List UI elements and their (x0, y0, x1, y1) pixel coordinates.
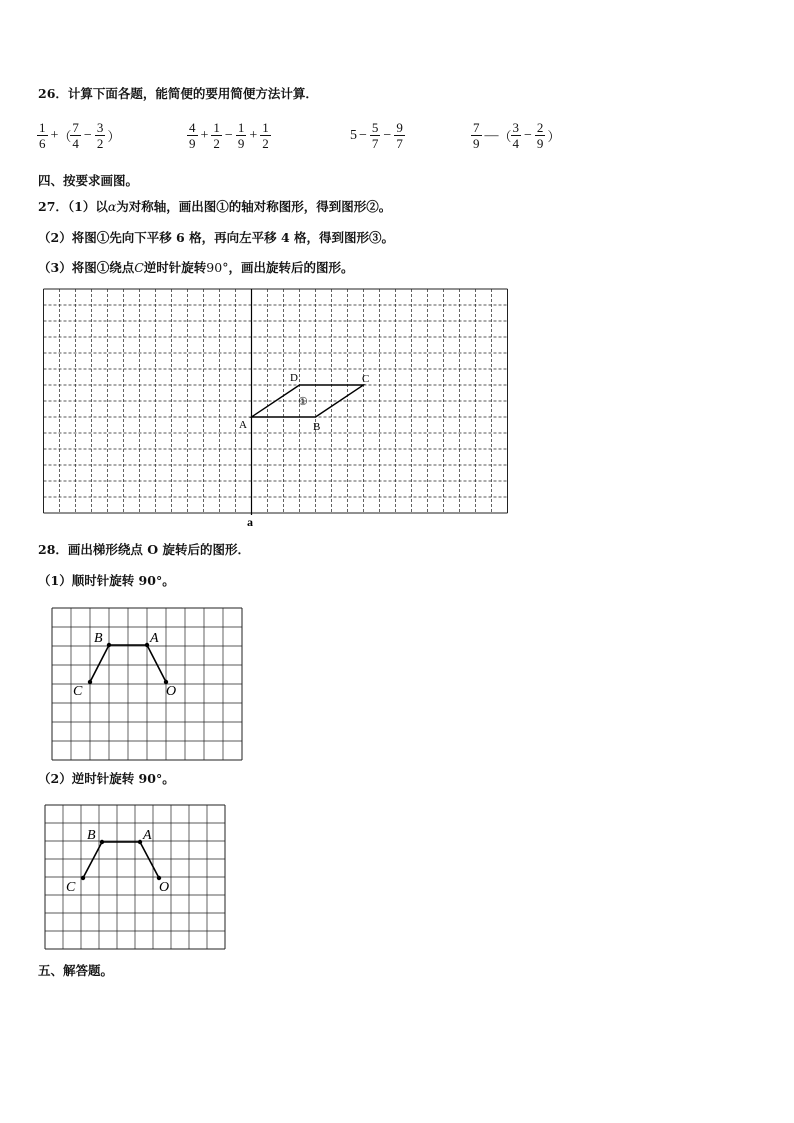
q26-expr-4: $\frac{7}{9}$ — （ $\frac{3}{4}$ − $\frac{2}{9}$ ） (473, 120, 561, 151)
q28-grid-2-lines (45, 805, 225, 949)
axis-label-a: a (247, 515, 253, 529)
q26-title: 26．计算下面各题，能简便的要用简便方法计算． (38, 86, 318, 101)
q27-line-2: （2）将图①先向下平移 6 格，再向左平移 4 格，得到图形③。 (38, 230, 395, 245)
section-5-heading: 五、解答题。 (38, 963, 114, 978)
fraction: $\frac{9}{7}$ (396, 120, 403, 151)
fraction: $\frac{7}{9}$ (473, 120, 480, 151)
label-c: C (66, 880, 76, 895)
label-a: A (150, 631, 159, 646)
q27-line-3: （3）将图①绕点C逆时针旋转90°，画出旋转后的图形。 (38, 260, 354, 275)
vertex-dot (100, 840, 104, 844)
q26-expr-2: $\frac{4}{9}$ + $\frac{1}{2}$ − $\frac{1}{9}$ + $\frac{1}{2}$ (189, 120, 269, 151)
fraction: $\frac{2}{9}$ (536, 120, 544, 151)
section-4-heading: 四、按要求画图。 (38, 173, 139, 188)
point-label-d: D (290, 372, 298, 384)
point-label-a: A (239, 419, 247, 431)
figure-1-label: ① (298, 396, 308, 408)
label-o: O (166, 684, 177, 699)
q28-sub-2: （2）逆时针旋转 90°。 (38, 771, 175, 786)
q26-expr-3: 5 − $\frac{5}{7}$ − $\frac{9}{7}$ (350, 120, 403, 151)
fraction: $\frac{1}{2}$ (213, 120, 220, 151)
trapezoid-2 (83, 842, 159, 878)
q27-line-1: 27．（1）以α为对称轴，画出图①的轴对称图形，得到图形②。 (38, 199, 392, 214)
fraction: $\frac{1}{9}$ (237, 120, 245, 151)
label-b: B (87, 828, 96, 843)
fraction: $\frac{4}{9}$ (189, 120, 196, 151)
fraction: $\frac{7}{4}$ (72, 120, 79, 151)
fraction: $\frac{1}{6}$ (39, 120, 46, 151)
label-a: A (143, 828, 152, 843)
fraction: $\frac{3}{4}$ (512, 120, 520, 151)
point-label-b: B (313, 421, 321, 433)
point-label-c: C (362, 373, 370, 385)
vertex-dot (81, 876, 85, 880)
fraction: $\frac{5}{7}$ (371, 120, 379, 151)
label-c: C (73, 684, 83, 699)
q26-expr-1: $\frac{1}{6}$ + （ $\frac{7}{4}$ − $\frac{3}{2}$ ） (39, 120, 121, 151)
fraction: $\frac{3}{2}$ (96, 120, 104, 151)
q28-title: 28．画出梯形绕点 O 旋转后的图形． (38, 542, 250, 557)
fraction: $\frac{1}{2}$ (262, 120, 269, 151)
vertex-dot (138, 840, 142, 844)
label-o: O (159, 880, 170, 895)
q28-sub-1: （1）顺时针旋转 90°。 (38, 573, 175, 588)
label-b: B (94, 631, 103, 646)
